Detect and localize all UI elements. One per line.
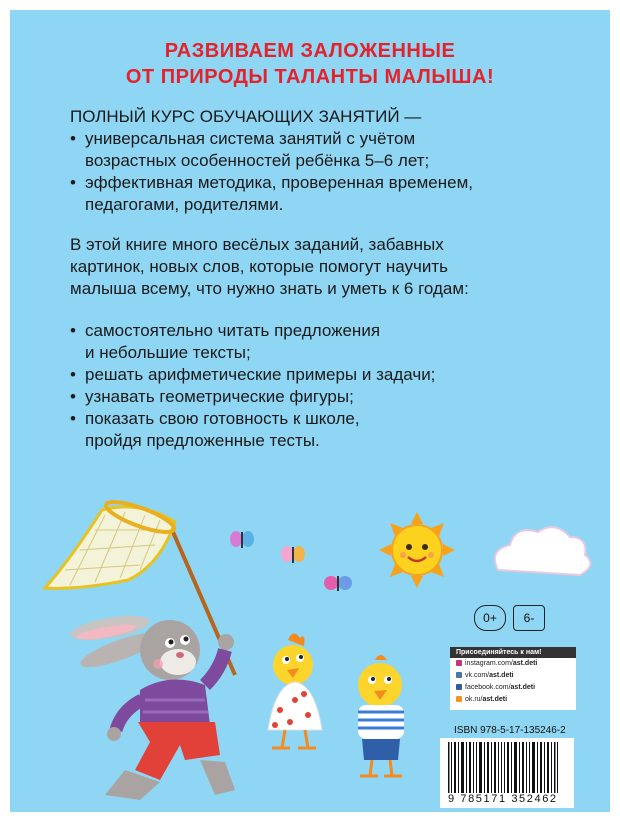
social-link[interactable]: [450, 658, 576, 670]
social-link-prefix: vk.com/: [465, 672, 490, 679]
skill-line: самостоятельно читать предложения: [85, 321, 381, 340]
description-line: картинок, новых слов, которые помогут научить: [70, 257, 448, 276]
headline-line-1: РАЗВИВАЕМ ЗАЛОЖЕННЫЕ: [164, 40, 456, 62]
odnoklassniki-icon: [456, 696, 462, 702]
age-rating-badge: 6-: [513, 605, 545, 631]
intro-heading: ПОЛНЫЙ КУРС ОБУЧАЮЩИХ ЗАНЯТИЙ —: [70, 107, 422, 126]
butterfly-icon: [281, 546, 305, 563]
skill-line: показать свою готовность к школе,: [85, 409, 360, 428]
social-link[interactable]: [450, 682, 576, 694]
vk-icon: [456, 672, 462, 678]
bullet: •: [70, 409, 76, 428]
intro-item: [70, 172, 570, 216]
social-link-prefix: instagram.com/: [465, 660, 513, 667]
bullet: •: [70, 387, 76, 406]
intro-item-line: эффективная методика, проверенная временем,: [85, 173, 474, 192]
headline: [10, 38, 610, 90]
skill-line: решать арифметические примеры и задачи;: [85, 365, 436, 384]
description-block: [70, 106, 570, 452]
book-back-cover: [10, 10, 610, 812]
headline-line-2: ОТ ПРИРОДЫ ТАЛАНТЫ МАЛЫША!: [125, 66, 495, 88]
intro-item-line: универсальная система занятий с учётом: [85, 129, 416, 148]
social-link[interactable]: [450, 670, 576, 682]
age-rating-badge: 0+: [474, 605, 506, 631]
social-link-handle: ast.deti: [482, 696, 508, 703]
intro-item-line: возрастных особенностей ребёнка 5–6 лет;: [85, 151, 430, 170]
chick-character-icon: [358, 655, 404, 776]
bullet: •: [70, 129, 76, 148]
social-link-handle: ast.deti: [489, 672, 514, 679]
chick-character-icon: [268, 633, 322, 748]
social-link-handle: ast.deti: [512, 660, 538, 667]
cloud-icon: [495, 527, 591, 575]
social-links-box: [450, 647, 576, 710]
intro-item: [70, 128, 570, 172]
bullet: •: [70, 321, 76, 340]
social-link-handle: ast.deti: [510, 684, 536, 691]
sun-icon: [379, 512, 455, 588]
skill-item: [70, 386, 570, 408]
skill-line: пройдя предложенные тесты.: [85, 431, 320, 450]
bullet: •: [70, 173, 76, 192]
social-link[interactable]: [450, 694, 576, 706]
barcode-digits: 9 785171 352462: [448, 793, 574, 805]
social-link-prefix: facebook.com/: [465, 684, 511, 691]
skill-line: узнавать геометрические фигуры;: [85, 387, 354, 406]
isbn-label: ISBN 978-5-17-135246-2: [454, 725, 566, 736]
social-header: Присоединяйтесь к нам!: [450, 647, 576, 658]
facebook-icon: [456, 684, 462, 690]
description-line: малыша всему, что нужно знать и уметь к 6 годам:: [70, 279, 469, 298]
description-line: В этой книге много весёлых заданий, забавных: [70, 235, 444, 254]
skill-item: [70, 408, 570, 452]
social-link-prefix: ok.ru/: [465, 696, 483, 703]
skill-item: [70, 320, 570, 364]
bullet: •: [70, 365, 76, 384]
description-paragraph: [70, 234, 570, 300]
rabbit-character-icon: [69, 611, 235, 800]
skill-line: и небольшие тексты;: [85, 343, 251, 362]
skill-item: [70, 364, 570, 386]
butterfly-icon: [324, 576, 352, 591]
intro-item-line: педагогами, родителями.: [85, 195, 284, 214]
butterfly-icon: [230, 531, 254, 548]
skills-list: [70, 320, 570, 452]
instagram-icon: [456, 660, 462, 666]
